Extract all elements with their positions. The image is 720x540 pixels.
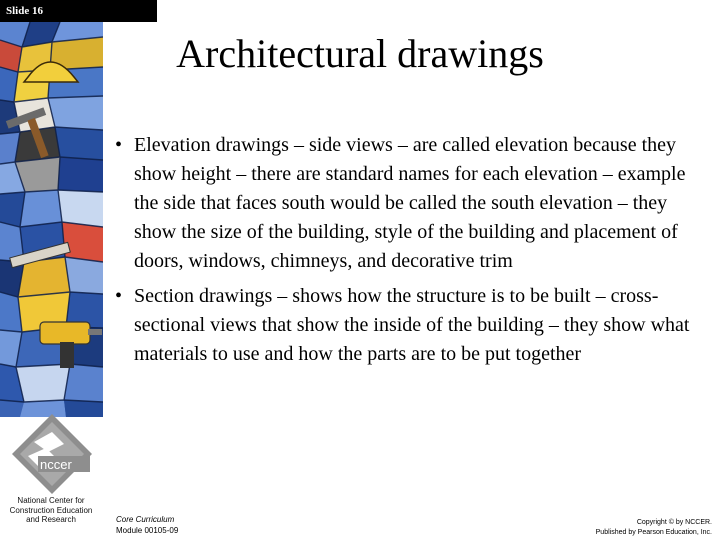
bullet-marker: • (115, 285, 123, 307)
footer-curriculum: Core Curriculum (116, 515, 175, 524)
publisher-line: Published by Pearson Education, Inc. (595, 529, 712, 536)
footer-module-info (116, 514, 178, 536)
bullet-text: Section drawings – shows how the structure is to be built – cross-sectional views that show the inside of the building – they show what materials to use and how the parts are to be put together (134, 285, 690, 365)
bullet-text: Elevation drawings – side views – are called elevation because they show height – there are standard names for each elevation – example the side that faces south would be called the south elevation – they show the size of the building, style of the building and placement of doors, windows, chimneys, and decorative trim (134, 134, 686, 272)
bullet-item (110, 282, 700, 369)
bullet-marker: • (115, 134, 123, 156)
footer-module: Module 00105-09 (116, 526, 179, 535)
bullet-item (110, 131, 700, 276)
slide-title: Architectural drawings (176, 31, 544, 76)
nccer-logo-icon (10, 412, 94, 496)
organization-name: National Center for Construction Education and Research (9, 496, 93, 524)
slide-number-label: Slide 16 (0, 0, 157, 22)
footer-copyright (596, 518, 712, 538)
bullet-list (110, 131, 700, 375)
copyright-line: Copyright © by NCCER. (636, 519, 712, 526)
logo-text: nccer (40, 457, 72, 472)
